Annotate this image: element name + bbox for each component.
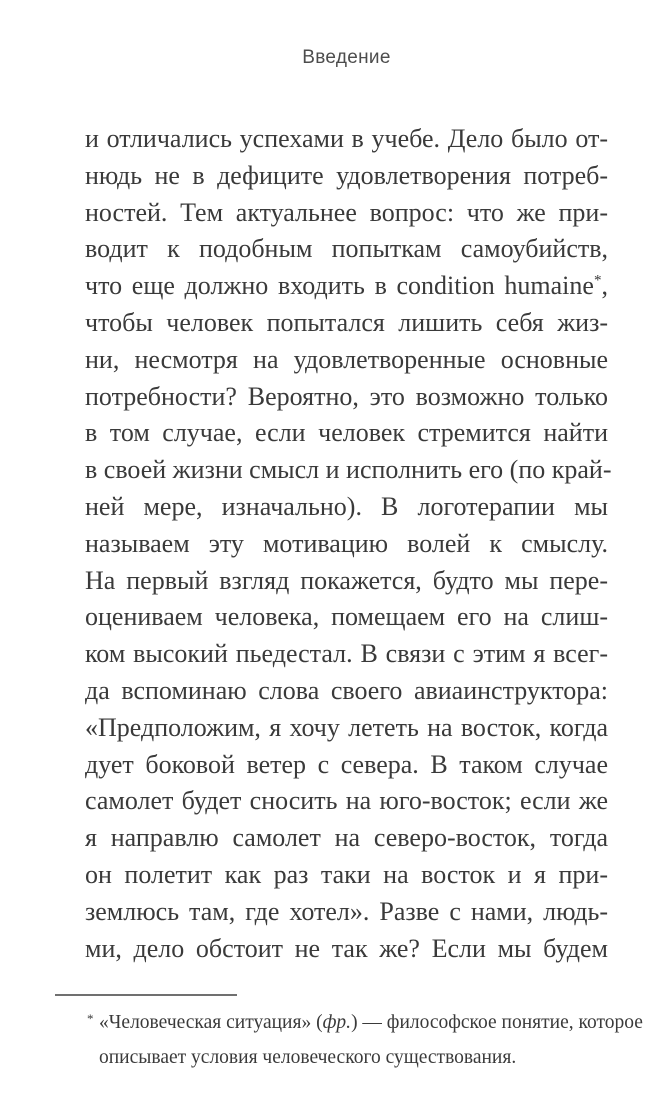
text-line: называем эту мотивацию волей к смыслу. — [85, 528, 608, 558]
text-line: водит к подобным попыткам самоубийств, — [85, 234, 608, 264]
text-line: ней мере, изначально). В логотерапии мы — [85, 491, 608, 521]
footnote-line: описывает условия человеческого существования. — [99, 1047, 517, 1068]
text-line: ми, дело обстоит не так же? Если мы будем — [85, 933, 608, 963]
text-line: чтобы человек попытался лишить себя жиз- — [85, 307, 608, 337]
text-line: я направлю самолет на северо-восток, тогда — [85, 823, 608, 853]
footnote-text-segment: «Человеческая ситуация» ( — [99, 1012, 323, 1033]
text-line: ностей. Тем актуальнее вопрос: что же при- — [85, 197, 608, 227]
chapter-header: Введение — [302, 47, 391, 68]
text-line: ком высокий пьедестал. В связи с этим я всег- — [85, 639, 608, 669]
text-line: в том случае, если человек стремится найти — [85, 418, 608, 448]
text-line: нюдь не в дефиците удовлетворения потреб- — [85, 160, 608, 190]
footnote-reference-mark: * — [593, 272, 602, 289]
body-text — [85, 121, 612, 967]
text-segment: что еще должно входить в condition humaine — [85, 271, 594, 301]
text-line: и отличались успехами в учебе. Дело было от- — [85, 124, 608, 153]
text-line — [85, 268, 608, 305]
text-segment: , — [601, 271, 608, 301]
text-line: он полетит как раз таки на восток и я при- — [85, 859, 608, 889]
text-line: землюсь там, где хотел». Разве с нами, людь- — [85, 896, 608, 926]
text-line: На первый взгляд покажется, будто мы пере- — [85, 565, 608, 595]
footnote-text-segment: ) — философское понятие, которое — [351, 1012, 643, 1033]
footnote-text-segment: фр. — [322, 1012, 352, 1033]
footnote-separator-rule — [55, 994, 237, 996]
text-line: потребности? Вероятно, это возможно только — [85, 381, 608, 411]
text-line: оцениваем человека, помещаем его на слиш- — [85, 602, 608, 632]
footnote-line — [99, 1005, 643, 1040]
text-line: ни, несмотря на удовлетворенные основные — [85, 344, 608, 374]
text-line: самолет будет сносить на юго-восток; если же — [85, 786, 608, 816]
text-line: в своей жизни смысл и исполнить его (по край- — [85, 455, 612, 485]
text-line: дует боковой ветер с севера. В таком случае — [85, 749, 608, 779]
footnote — [87, 1005, 643, 1075]
text-line: «Предположим, я хочу лететь на восток, когда — [85, 712, 608, 742]
footnote-marker: * — [87, 1011, 94, 1026]
text-line: да вспоминаю слова своего авиаинструктора: — [85, 675, 608, 705]
